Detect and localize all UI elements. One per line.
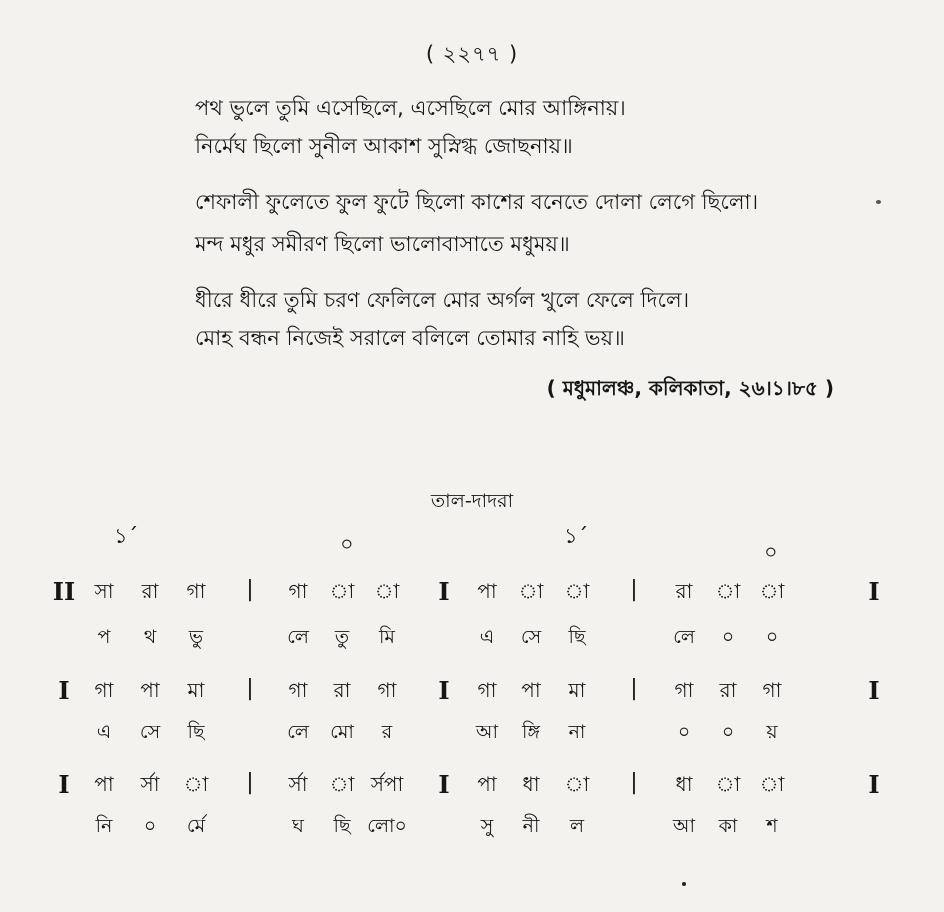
swara-note: পা: [94, 772, 114, 796]
section-bar: I: [868, 676, 880, 705]
lyric-syllable: ছি: [568, 626, 586, 648]
swara-note: মা: [568, 678, 586, 702]
swara-note: গা: [674, 678, 694, 702]
swara-note: পা: [140, 678, 160, 702]
lyric-syllable: সে: [139, 721, 161, 743]
lyric-syllable: লো০: [367, 815, 407, 837]
lyric-syllable: সু: [480, 815, 494, 837]
section-bar: I: [868, 770, 880, 799]
beat-mark: ১´: [564, 524, 589, 548]
song-number: ( ২২৭৭ ): [425, 42, 519, 66]
lyric-syllable: ০: [721, 626, 735, 648]
lyric-syllable: ঙ্গি: [521, 721, 541, 743]
citation: ( মধুমালঞ্চ, কলিকাতা, ২৬।১।৮৫ ): [546, 376, 834, 400]
bar-line: |: [630, 577, 638, 602]
lyric-syllable: কা: [718, 815, 738, 837]
swara-note: া: [715, 579, 741, 603]
swara-note: া: [759, 772, 785, 796]
swara-note: া: [374, 579, 400, 603]
lyric-syllable: আ: [672, 815, 696, 837]
section-bar: I: [438, 770, 450, 799]
beat-mark: ১´: [114, 524, 139, 548]
swara-note: গা: [288, 678, 308, 702]
verse-line: নির্মেঘ ছিলো সুনীল আকাশ সুস্নিগ্ধ জোছনায়॥: [195, 134, 573, 158]
lyric-syllable: এ: [479, 626, 495, 648]
section-bar: I: [58, 676, 70, 705]
swara-note: গা: [288, 579, 308, 603]
beat-mark: ০: [764, 540, 778, 564]
ink-speck: [876, 200, 881, 204]
swara-note: র্সা: [288, 772, 308, 796]
swara-note: গা: [186, 579, 206, 603]
lyric-syllable: মি: [379, 626, 395, 648]
bar-line: |: [246, 770, 254, 795]
lyric-syllable: নি: [95, 815, 113, 837]
swara-note: রা: [719, 678, 737, 702]
lyric-syllable: তু: [334, 626, 350, 648]
swara-note: পা: [521, 678, 541, 702]
lyric-syllable: র্মে: [186, 815, 206, 837]
swara-note: রা: [675, 579, 693, 603]
verse-line: মোহ বন্ধন নিজেই সরালে বলিলে তোমার নাহি ভয়॥: [195, 326, 625, 350]
lyric-syllable: ছি: [333, 815, 351, 837]
swara-note: া: [715, 772, 741, 796]
section-bar: I: [438, 676, 450, 705]
lyric-syllable: ল: [569, 815, 585, 837]
swara-note: র্সপা: [370, 772, 404, 796]
swara-note: া: [329, 579, 355, 603]
swara-note: া: [564, 772, 590, 796]
swara-note: া: [329, 772, 355, 796]
bar-line: |: [630, 770, 638, 795]
lyric-syllable: ভু: [188, 626, 204, 648]
bar-line: |: [246, 577, 254, 602]
bar-line: |: [630, 676, 638, 701]
lyric-syllable: ঘ: [292, 815, 304, 837]
verse-line: মন্দ মধুর সমীরণ ছিলো ভালোবাসাতে মধুময়॥: [195, 232, 570, 256]
lyric-syllable: নী: [522, 815, 540, 837]
lyric-syllable: লে: [287, 626, 309, 648]
swara-note: গা: [94, 678, 114, 702]
swara-note: মা: [187, 678, 205, 702]
lyric-syllable: ০: [143, 815, 157, 837]
swara-note: ধা: [522, 772, 540, 796]
section-bar: I: [438, 577, 450, 606]
lyric-syllable: লে: [673, 626, 695, 648]
lyric-syllable: আ: [475, 721, 499, 743]
swara-note: া: [759, 579, 785, 603]
bar-line: |: [246, 676, 254, 701]
swara-note: রা: [333, 678, 351, 702]
lyric-syllable: না: [568, 721, 586, 743]
verse-line: পথ ভুলে তুমি এসেছিলে, এসেছিলে মোর আঙ্গিনায়।: [195, 96, 626, 120]
section-bar: I: [868, 577, 880, 606]
swara-note: ধা: [675, 772, 693, 796]
swara-note: া: [564, 579, 590, 603]
swara-note: সা: [94, 579, 114, 603]
ink-dot: [682, 882, 686, 886]
swara-note: রা: [141, 579, 159, 603]
verse-line: শেফালী ফুলেতে ফুল ফুটে ছিলো কাশের বনেতে দোলা লেগে ছিলো।: [195, 190, 759, 214]
swara-note: গা: [377, 678, 397, 702]
swara-note: র্সা: [140, 772, 160, 796]
lyric-syllable: থ: [143, 626, 157, 648]
lyric-syllable: ০: [721, 721, 735, 743]
lyric-syllable: এ: [96, 721, 112, 743]
lyric-syllable: সে: [520, 626, 542, 648]
swara-note: া: [518, 579, 544, 603]
lyric-syllable: মো: [330, 721, 354, 743]
swara-note: গা: [762, 678, 782, 702]
swara-note: পা: [477, 579, 497, 603]
swara-note: পা: [477, 772, 497, 796]
lyric-syllable: য়: [766, 721, 778, 743]
lyric-syllable: ছি: [187, 721, 205, 743]
lyric-syllable: র: [381, 721, 393, 743]
beat-mark: ০: [340, 532, 354, 556]
lyric-syllable: প: [97, 626, 111, 648]
taal-label: তাল-দাদরা: [430, 490, 514, 512]
lyric-syllable: লে: [287, 721, 309, 743]
swara-note: া: [183, 772, 209, 796]
section-bar: II: [52, 577, 76, 606]
section-bar: I: [58, 770, 70, 799]
lyric-syllable: ০: [677, 721, 691, 743]
lyric-syllable: ০: [765, 626, 779, 648]
verse-line: ধীরে ধীরে তুমি চরণ ফেলিলে মোর অর্গল খুলে ফেলে দিলে।: [195, 288, 690, 312]
lyric-syllable: শ: [766, 815, 778, 837]
swara-note: গা: [477, 678, 497, 702]
